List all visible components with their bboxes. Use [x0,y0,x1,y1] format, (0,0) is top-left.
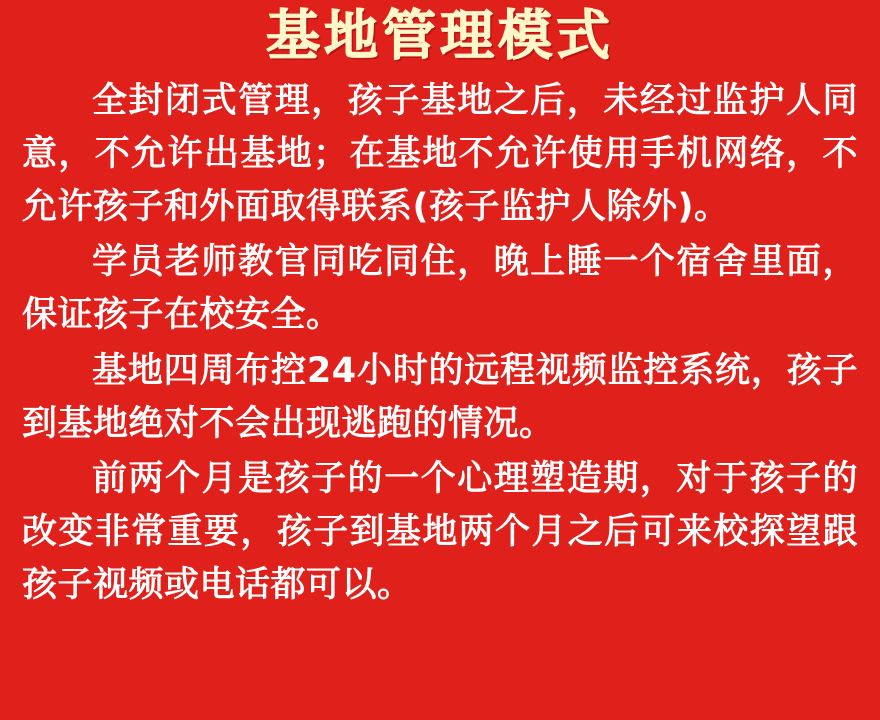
paragraph-1: 全封闭式管理，孩子基地之后，未经过监护人同意，不允许出基地；在基地不允许使用手机网络，不允许孩子和外面取得联系(孩子监护人除外)。 [22,80,858,228]
paragraph-2: 学员老师教官同吃同住，晚上睡一个宿舍里面，保证孩子在校安全。 [22,242,858,336]
paragraph-4: 前两个月是孩子的一个心理塑造期，对于孩子的改变非常重要，孩子到基地两个月之后可来校探望跟孩子视频或电话都可以。 [22,459,858,606]
paragraph-3: 基地四周布控24小时的远程视频监控系统，孩子到基地绝对不会出现逃跑的情况。 [22,350,858,444]
poster-body [22,75,858,613]
page-title: 基地管理模式 [266,4,614,67]
